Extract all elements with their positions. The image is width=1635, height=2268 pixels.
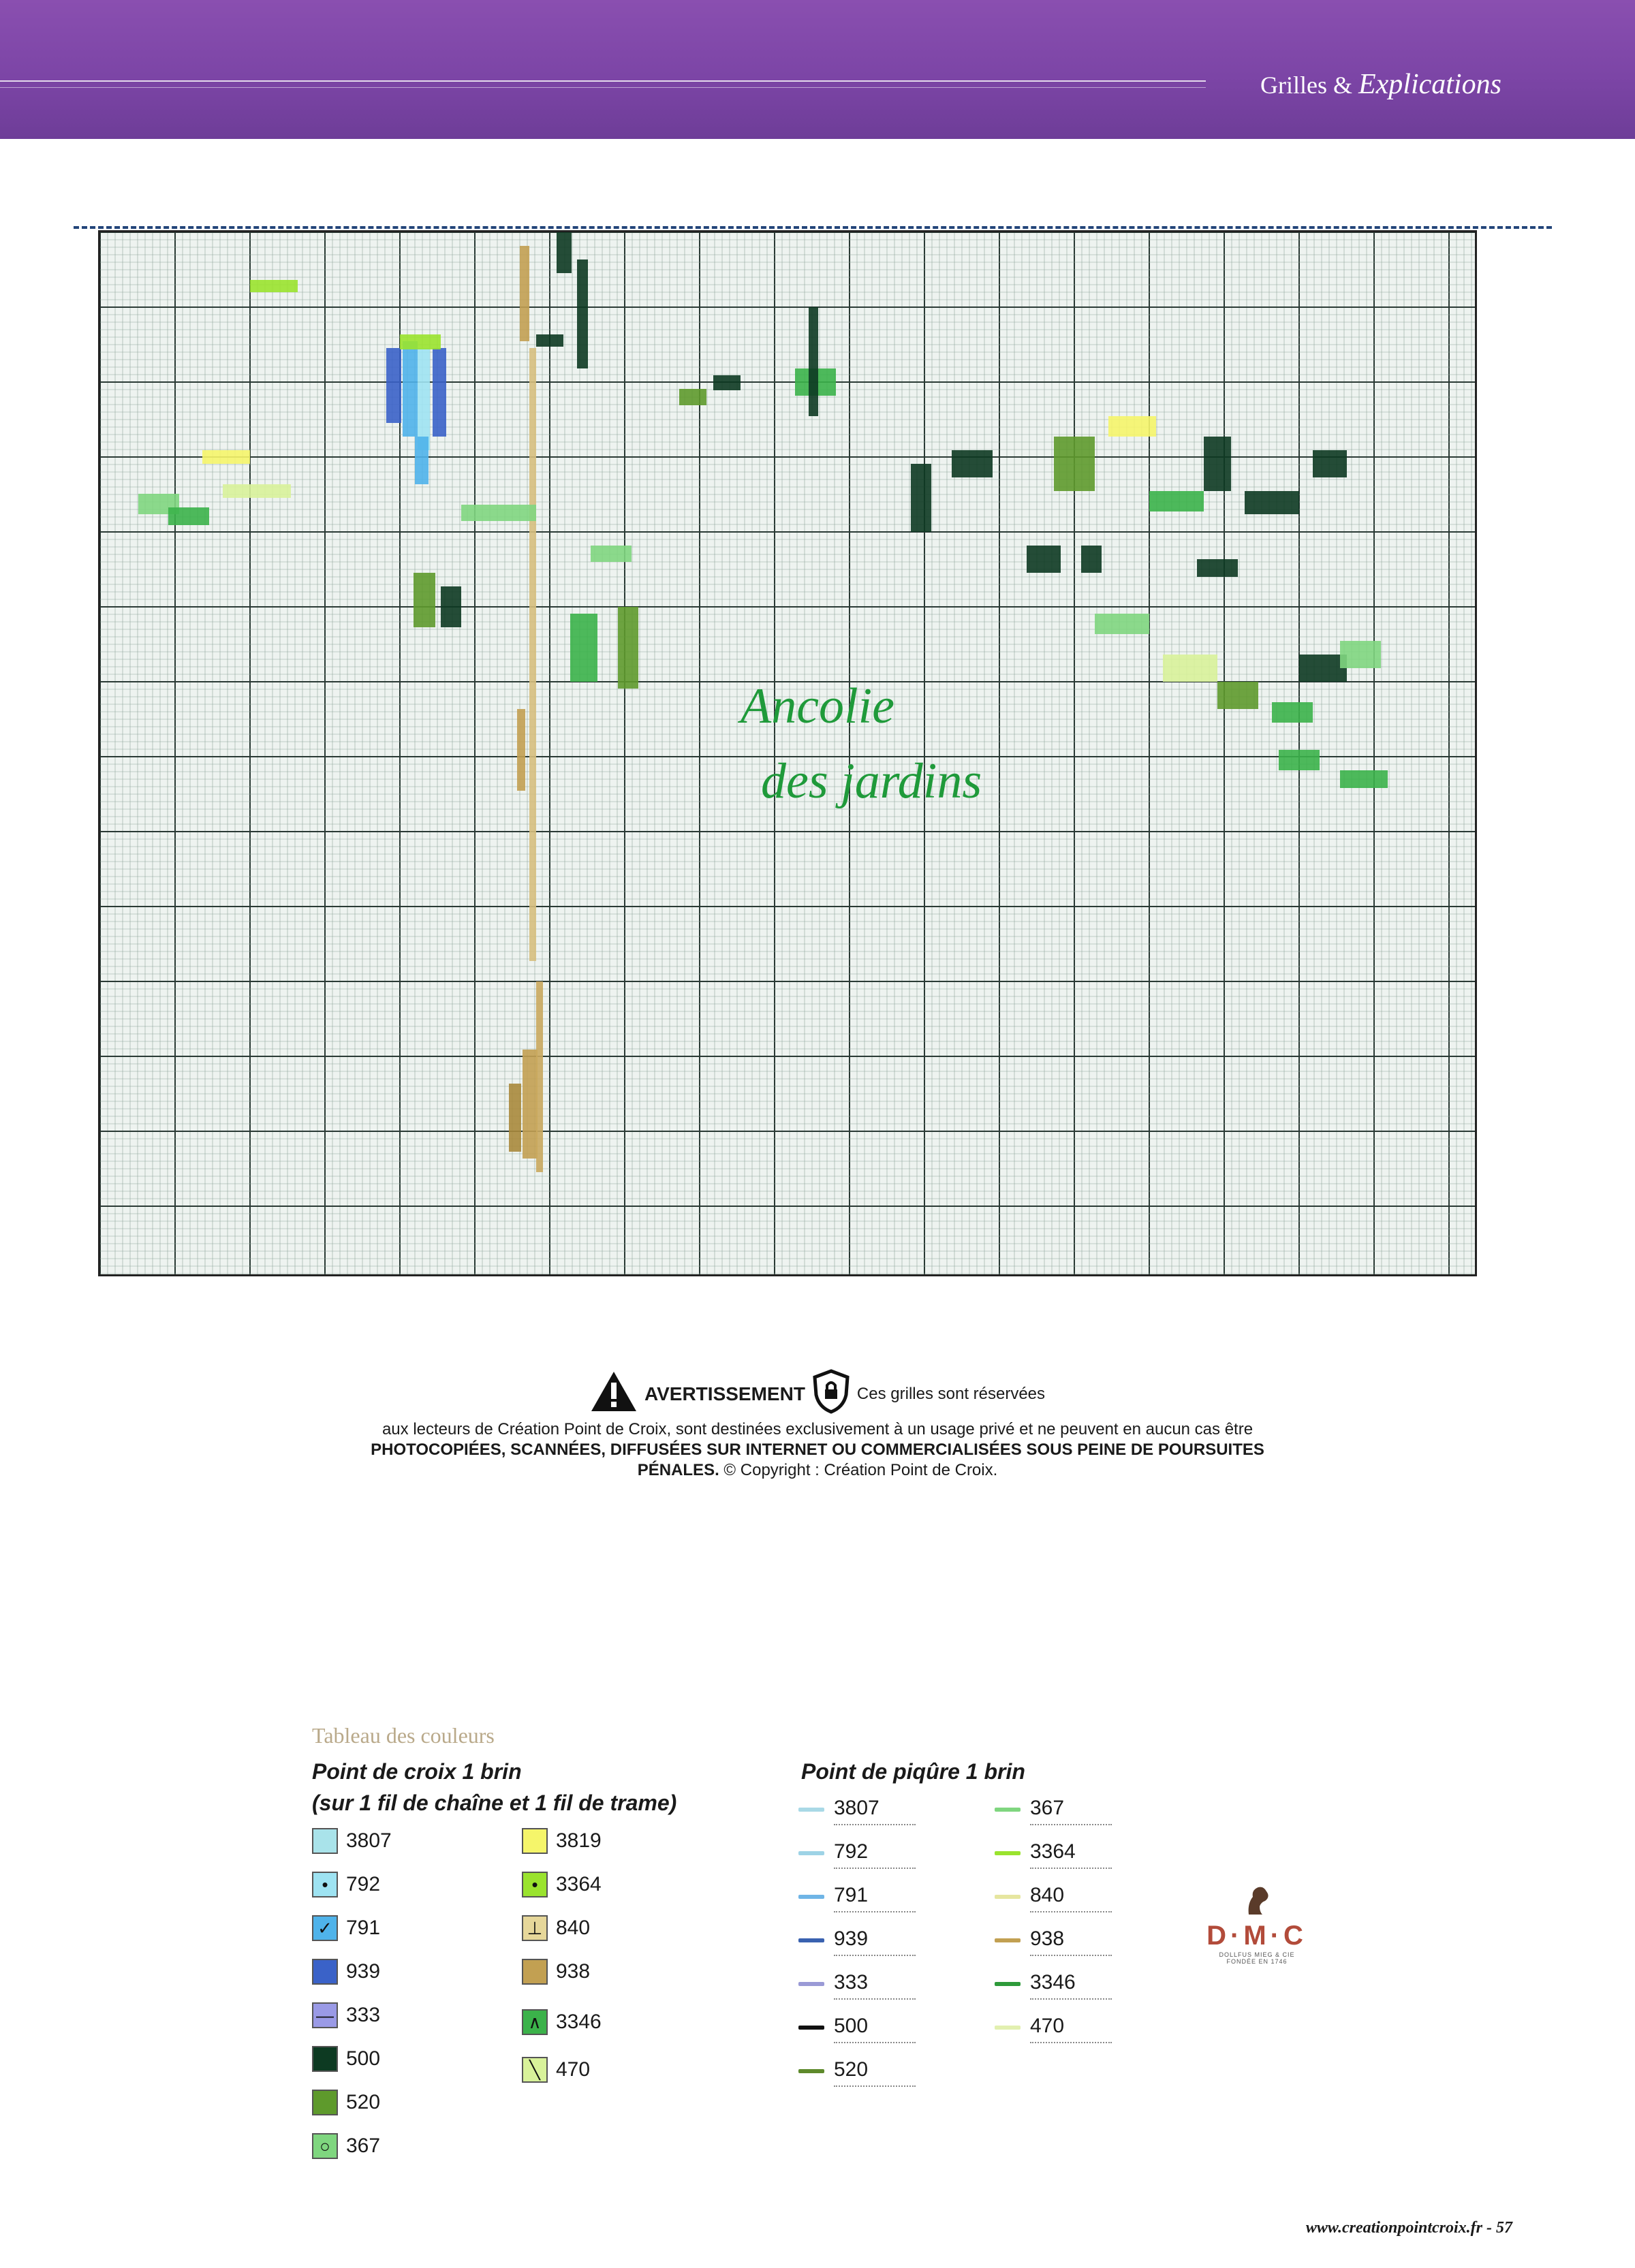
color-swatch xyxy=(312,2090,338,2115)
dmc-sub2: FONDÉE EN 1746 xyxy=(1226,1958,1288,1965)
cross-swatch-939 xyxy=(312,1959,380,1985)
warning-line4-bold: PÉNALES. xyxy=(637,1461,719,1479)
warning-line2: aux lecteurs de Création Point de Croix, sont destinées exclusivement à un usage privé et ne peuvent en aucun cas être xyxy=(382,1420,1254,1438)
stitch-cluster xyxy=(1340,641,1381,668)
stitch-cluster xyxy=(1245,491,1299,514)
stitch-cluster xyxy=(1163,655,1217,682)
stitch-cluster xyxy=(1313,450,1347,477)
dmc-code: 367 xyxy=(346,2135,381,2157)
stitch-cluster xyxy=(403,341,418,437)
color-swatch: — xyxy=(312,2002,338,2028)
stitch-cluster xyxy=(557,232,572,273)
dmc-code: 520 xyxy=(834,2058,916,2087)
stitch-cluster xyxy=(400,334,441,349)
color-swatch xyxy=(312,1959,338,1985)
warning-line1: Ces grilles sont réservées xyxy=(856,1385,1046,1403)
stitch-cluster xyxy=(591,546,632,562)
stitch-cluster xyxy=(1027,546,1061,573)
color-swatch xyxy=(522,1959,548,1985)
color-swatch xyxy=(312,2046,338,2072)
dmc-code: 3364 xyxy=(1030,1840,1112,1869)
banner-rule-thin xyxy=(0,87,1206,88)
footer-site: www.creationpointcroix.fr xyxy=(1305,2219,1482,2237)
stitch-cluster xyxy=(618,607,638,689)
dmc-code: 500 xyxy=(346,2047,381,2070)
dmc-code: 3346 xyxy=(1030,1971,1112,2000)
chart-top-dashed-rule xyxy=(74,226,1552,229)
color-swatch: ∧ xyxy=(522,2009,548,2035)
cross-swatch-3346 xyxy=(522,2009,602,2035)
stitch-cluster xyxy=(414,573,435,627)
stitch-cluster xyxy=(679,389,706,405)
stitch-cluster xyxy=(536,981,543,1172)
stitch-cluster xyxy=(911,464,931,532)
dmc-logo xyxy=(1185,1883,1328,1965)
section-title-part1: Grilles & xyxy=(1260,72,1352,99)
backstitch-swatch-367 xyxy=(995,1797,1112,1825)
cross-swatch-333 xyxy=(312,2002,380,2028)
legend-heading: Tableau des couleurs xyxy=(312,1723,495,1748)
cross-stitch-legend-title xyxy=(312,1756,676,1818)
stitch-cluster xyxy=(1197,559,1238,577)
shield-lock-icon xyxy=(812,1369,850,1419)
stitch-cluster xyxy=(1272,702,1313,723)
color-swatch: ○ xyxy=(312,2133,338,2159)
stitch-cluster xyxy=(1279,750,1320,770)
stitch-cluster xyxy=(441,586,461,627)
line-swatch xyxy=(995,1895,1021,1899)
chart-caption-line2: des jardins xyxy=(761,753,982,809)
stitch-cluster xyxy=(1108,416,1156,437)
dmc-code: 840 xyxy=(1030,1884,1112,1912)
cross-title-line2: (sur 1 fil de chaîne et 1 fil de trame) xyxy=(312,1791,677,1815)
stitch-cluster xyxy=(386,348,401,423)
dmc-code: 791 xyxy=(346,1917,381,1939)
line-swatch xyxy=(798,2069,824,2073)
stitch-cluster xyxy=(520,246,529,341)
copyright-warning xyxy=(259,1369,1376,1481)
dmc-code: 367 xyxy=(1030,1797,1112,1825)
cross-swatch-367 xyxy=(312,2133,380,2159)
cross-swatch-792 xyxy=(312,1872,380,1897)
stitch-cluster xyxy=(202,450,250,464)
stitch-cluster xyxy=(1149,491,1204,511)
line-swatch xyxy=(798,1895,824,1899)
line-swatch xyxy=(995,1808,1021,1812)
color-swatch: ✓ xyxy=(312,1915,338,1941)
cross-swatch-470 xyxy=(522,2057,590,2083)
stitch-cluster xyxy=(168,507,209,525)
stitch-cluster xyxy=(415,437,429,484)
stitch-cluster xyxy=(523,1050,538,1159)
backstitch-swatch-840 xyxy=(995,1884,1112,1912)
line-swatch xyxy=(995,1851,1021,1855)
banner-rule xyxy=(0,80,1206,82)
cross-swatch-791 xyxy=(312,1915,380,1941)
stitch-cluster xyxy=(570,614,597,682)
cross-swatch-3819 xyxy=(522,1828,602,1854)
cross-swatch-500 xyxy=(312,2046,380,2072)
stitch-cluster xyxy=(952,450,993,477)
dmc-code: 840 xyxy=(556,1917,591,1939)
cross-title-line1: Point de croix 1 brin xyxy=(312,1759,522,1784)
stitch-cluster xyxy=(1054,437,1095,491)
backstitch-swatch-791 xyxy=(798,1884,916,1912)
warning-line3: PHOTOCOPIÉES, SCANNÉES, DIFFUSÉES SUR INTERNET OU COMMERCIALISÉES SOUS PEINE DE POURSUITES xyxy=(371,1440,1264,1459)
horse-head-icon xyxy=(1236,1883,1277,1917)
dmc-code: 939 xyxy=(834,1927,916,1956)
chart-grid-svg xyxy=(100,232,1475,1274)
cross-swatch-3807 xyxy=(312,1828,392,1854)
stitch-cluster xyxy=(577,259,588,368)
stitch-cluster xyxy=(509,1084,521,1152)
dmc-sub1: DOLLFUS MIEG & CIE xyxy=(1219,1951,1295,1958)
stitch-cluster xyxy=(1217,682,1258,709)
section-title-part2: Explications xyxy=(1358,69,1501,100)
dmc-code: 3819 xyxy=(556,1829,602,1852)
backstitch-swatch-3364 xyxy=(995,1840,1112,1869)
line-swatch xyxy=(798,1938,824,1942)
dmc-code: 938 xyxy=(1030,1927,1112,1956)
stitch-cluster xyxy=(223,484,291,498)
dmc-code: 470 xyxy=(1030,2015,1112,2043)
dmc-code: 939 xyxy=(346,1960,381,1983)
warning-title: AVERTISSEMENT xyxy=(644,1383,805,1404)
backstitch-swatch-520 xyxy=(798,2058,916,2087)
backstitch-swatch-500 xyxy=(798,2015,916,2043)
page-number: - 57 xyxy=(1486,2219,1512,2237)
stitch-cluster xyxy=(536,334,563,347)
page-footer xyxy=(1306,2219,1512,2237)
color-swatch: • xyxy=(312,1872,338,1897)
chart-caption-line1: Ancolie xyxy=(741,678,895,734)
backstitch-swatch-333 xyxy=(798,1971,916,2000)
stitch-cluster xyxy=(1204,437,1231,491)
dmc-code: 3346 xyxy=(556,2011,602,2033)
color-swatch: ╲ xyxy=(522,2057,548,2083)
warning-line4-rest: © Copyright : Création Point de Croix. xyxy=(723,1461,998,1479)
stitch-cluster xyxy=(1340,770,1388,788)
dmc-code: 520 xyxy=(346,2091,381,2113)
line-swatch xyxy=(798,1808,824,1812)
dmc-wordmark: D·M·C xyxy=(1206,1921,1307,1951)
warning-triangle-icon xyxy=(590,1370,638,1418)
stitch-cluster xyxy=(809,307,818,416)
dmc-code: 333 xyxy=(834,1971,916,2000)
color-swatch xyxy=(522,1828,548,1854)
line-swatch xyxy=(995,1982,1021,1986)
dmc-code: 333 xyxy=(346,2004,381,2026)
stitch-cluster xyxy=(1299,655,1347,682)
dmc-code: 470 xyxy=(556,2058,591,2081)
line-swatch xyxy=(995,1938,1021,1942)
backstitch-swatch-792 xyxy=(798,1840,916,1869)
dmc-code: 792 xyxy=(346,1873,381,1895)
dmc-code: 3364 xyxy=(556,1873,602,1895)
cross-stitch-chart xyxy=(98,230,1477,1276)
dmc-code: 500 xyxy=(834,2015,916,2043)
stitch-cluster xyxy=(461,505,536,521)
backstitch-swatch-939 xyxy=(798,1927,916,1956)
dmc-code: 3807 xyxy=(834,1797,916,1825)
cross-swatch-840 xyxy=(522,1915,590,1941)
dmc-code: 938 xyxy=(556,1960,591,1983)
cross-swatch-520 xyxy=(312,2090,380,2115)
stitch-cluster xyxy=(433,348,446,437)
stitch-cluster xyxy=(1081,546,1102,573)
dmc-code: 792 xyxy=(834,1840,916,1869)
dmc-code: 3807 xyxy=(346,1829,392,1852)
line-swatch xyxy=(798,1982,824,1986)
cross-swatch-938 xyxy=(522,1959,590,1985)
stitch-cluster xyxy=(713,375,741,390)
cross-swatch-3364 xyxy=(522,1872,602,1897)
color-swatch xyxy=(312,1828,338,1854)
color-swatch: ⊥ xyxy=(522,1915,548,1941)
backstitch-swatch-3807 xyxy=(798,1797,916,1825)
stitch-cluster xyxy=(1095,614,1149,634)
line-swatch xyxy=(798,2026,824,2030)
stitch-cluster xyxy=(529,348,536,961)
line-swatch xyxy=(995,2026,1021,2030)
stitch-cluster xyxy=(250,280,298,292)
line-swatch xyxy=(798,1851,824,1855)
backstitch-swatch-938 xyxy=(995,1927,1112,1956)
stitch-cluster xyxy=(517,709,525,791)
section-title xyxy=(1260,68,1501,101)
header-banner xyxy=(0,0,1635,139)
backstitch-swatch-3346 xyxy=(995,1971,1112,2000)
stitch-cluster xyxy=(418,348,430,450)
backstitch-swatch-470 xyxy=(995,2015,1112,2043)
backstitch-legend-title: Point de piqûre 1 brin xyxy=(801,1759,1025,1784)
color-swatch: • xyxy=(522,1872,548,1897)
dmc-code: 791 xyxy=(834,1884,916,1912)
